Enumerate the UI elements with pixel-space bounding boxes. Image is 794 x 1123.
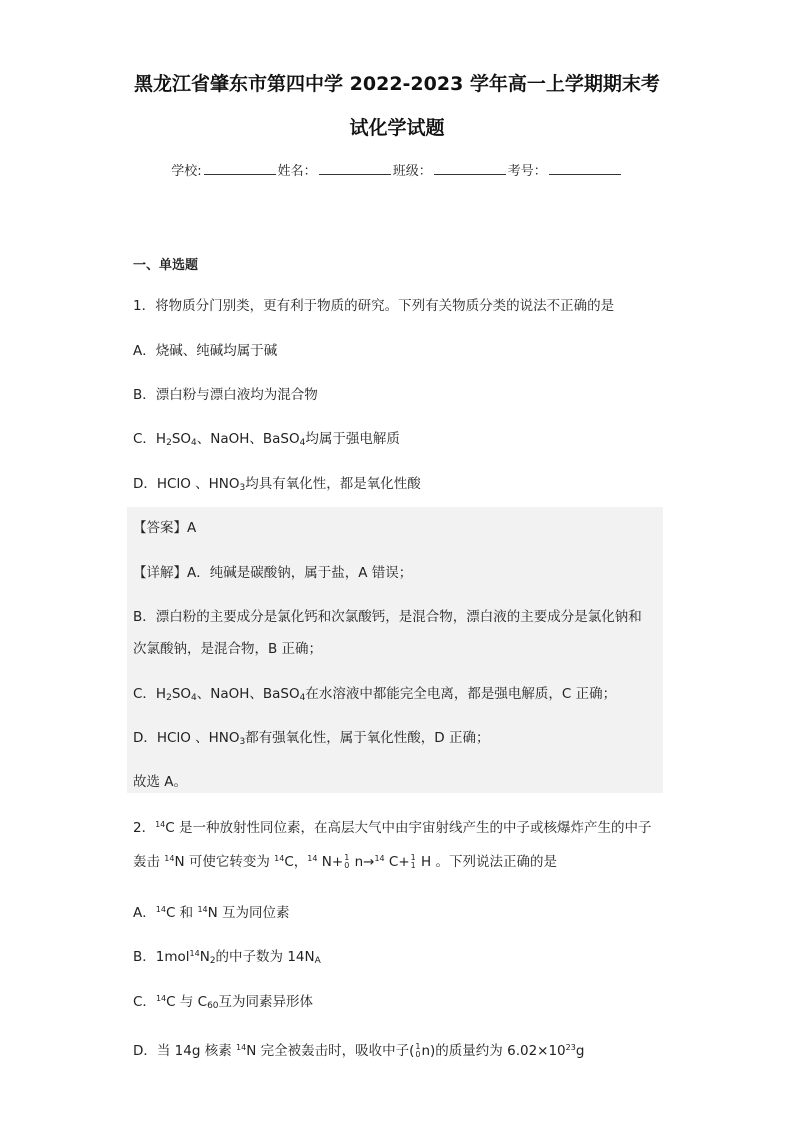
q1-stem: 1．将物质分门别类，更有利于物质的研究。下列有关物质分类的说法不正确的是	[133, 298, 615, 314]
answer-d: D．HClO 、$HNO_3$都有强氧化性，属于氧化性酸，D 正确；	[133, 730, 490, 747]
q2-stem-line2: 轰击 $^{14}$N 可使它转变为 $^{14}$C，$^{14}$ N+1 0 n→$^{14}$ C+1 1 H 。下列说法正确的是	[133, 853, 557, 870]
q2-option-b: B．$1mol^{14}N_2$的中子数为 $14N_A$	[133, 949, 321, 966]
name-blank[interactable]	[319, 162, 391, 175]
q1-option-b: B．漂白粉与漂白液均为混合物	[133, 387, 318, 403]
answer-label: 【答案】A	[133, 520, 197, 536]
q1-option-a: A．烧碱、纯碱均属于碱	[133, 343, 278, 359]
q1-option-d: D．HClO 、$HNO_3$均具有氧化性，都是氧化性酸	[133, 476, 421, 493]
doc-title-line2: 试化学试题	[349, 117, 445, 139]
class-label: 班级：	[392, 164, 432, 179]
section-heading: 一、单选题	[133, 258, 199, 273]
q2-stem-line1: 2．$^{14}$C 是一种放射性同位素，在高层大气中由宇宙射线产生的中子或核爆炸产生的中子	[133, 820, 652, 836]
q2-option-d: D．当 14g 核素 $^{14}$N 完全被轰击时，吸收中子(1 0n)的质量约为 $6.02\times 10^{23}g$	[133, 1042, 585, 1059]
answer-detail: 【详解】A．纯碱是碳酸钠，属于盐，A 错误；	[133, 565, 413, 581]
q2-option-c: C．$^{14}$C 与 $C_{60}$互为同素异形体	[133, 994, 314, 1011]
school-label: 学校:	[171, 164, 202, 179]
number-blank[interactable]	[549, 162, 621, 175]
q1-option-c: C．$H_2SO_4$、NaOH、BaSO$_4$均属于强电解质	[133, 431, 400, 448]
class-blank[interactable]	[434, 162, 506, 175]
student-info	[0, 160, 794, 179]
doc-title-line1: 黑龙江省肇东市第四中学 2022-2023 学年高一上学期期末考	[134, 73, 660, 95]
name-label: 姓名：	[277, 164, 317, 179]
answer-b-line1: B．漂白粉的主要成分是氯化钙和次氯酸钙，是混合物，漂白液的主要成分是氯化钠和	[133, 609, 642, 625]
answer-conclusion: 故选 A。	[133, 774, 188, 790]
school-blank[interactable]	[204, 162, 276, 175]
answer-c: C．$H_2SO_4$、NaOH、BaSO$_4$在水溶液中都能完全电离，都是强电解质，C 正确；	[133, 686, 617, 703]
q2-option-a: A．$^{14}$C 和 $^{14}$N 互为同位素	[133, 905, 290, 921]
answer-b-line2: 次氯酸钠，是混合物，B 正确；	[133, 641, 323, 657]
number-label: 考号：	[507, 164, 547, 179]
